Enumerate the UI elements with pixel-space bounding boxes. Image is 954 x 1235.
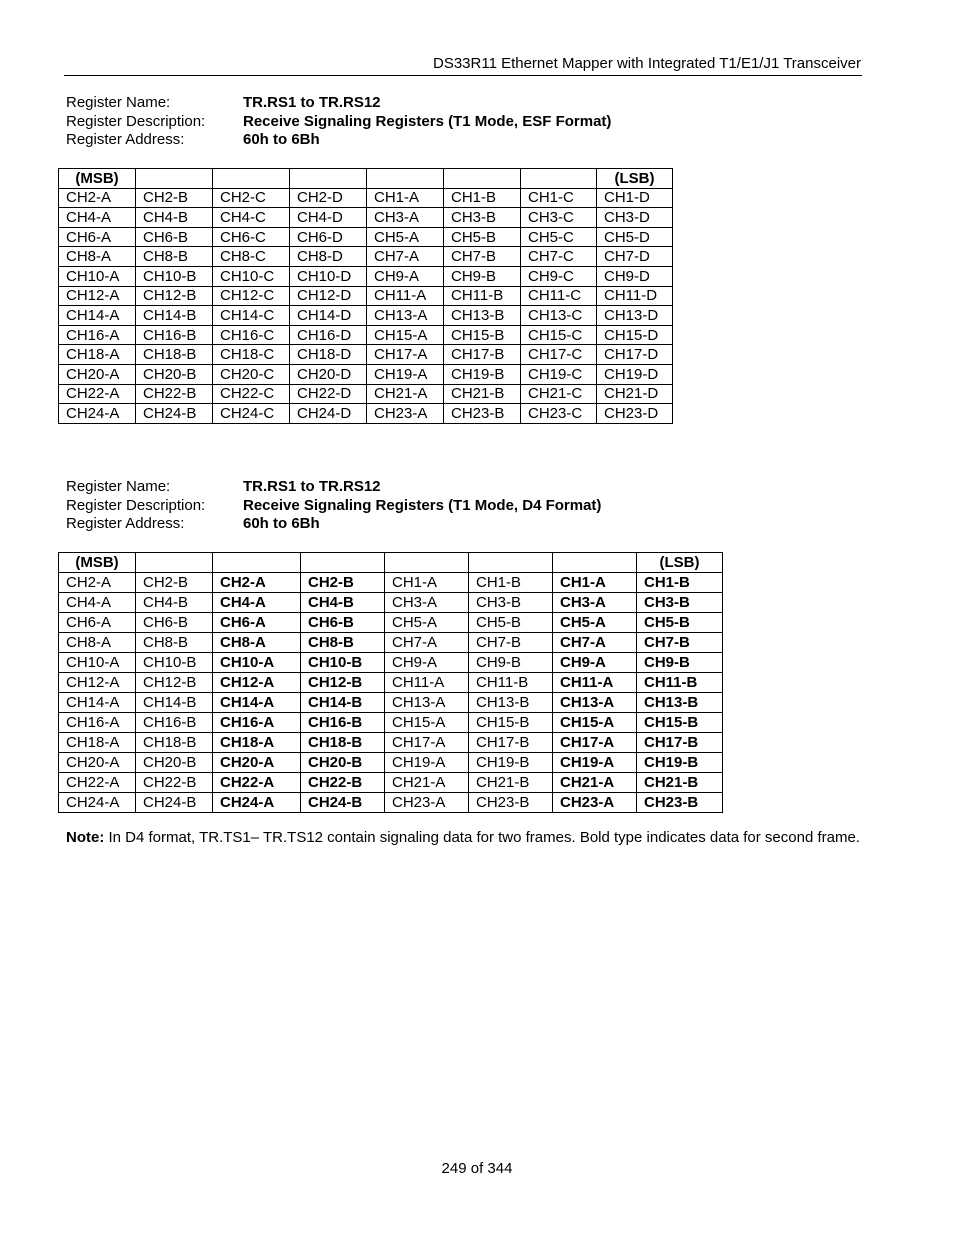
bit-cell: CH2-C (213, 188, 290, 208)
bit-cell: CH12-D (290, 286, 367, 306)
bit-cell: CH13-B (469, 693, 553, 713)
bit-cell: CH24-A (59, 793, 136, 813)
table-row (59, 633, 723, 653)
msb-label: (MSB) (59, 169, 136, 189)
d4-register-description-row (66, 497, 601, 516)
d4-register-address-row (66, 515, 601, 534)
bit-cell: CH5-B (637, 613, 723, 633)
bit-cell: CH17-C (521, 345, 597, 365)
table-row (59, 266, 673, 286)
bit-cell: CH8-B (136, 633, 213, 653)
bit-cell: CH19-A (553, 753, 637, 773)
register-description-label: Register Description: (66, 496, 206, 514)
header-cell (213, 169, 290, 189)
bit-cell: CH3-A (367, 208, 444, 228)
d4-register-name: TR.RS1 to TR.RS12 (243, 478, 381, 495)
bit-cell: CH12-B (301, 673, 385, 693)
bit-cell: CH17-A (553, 733, 637, 753)
header-cell (213, 553, 301, 573)
esf-header-row (59, 169, 673, 189)
register-name-label: Register Name: (66, 478, 171, 495)
bit-cell: CH4-B (136, 593, 213, 613)
bit-cell: CH16-A (59, 325, 136, 345)
bit-cell: CH15-B (637, 713, 723, 733)
bit-cell: CH5-B (444, 227, 521, 247)
bit-cell: CH23-B (637, 793, 723, 813)
bit-cell: CH18-B (301, 733, 385, 753)
bit-cell: CH24-C (213, 404, 290, 424)
esf-register-description-row (66, 113, 611, 132)
bit-cell: CH17-D (597, 345, 673, 365)
bit-cell: CH19-B (637, 753, 723, 773)
header-cell (136, 169, 213, 189)
bit-cell: CH9-A (385, 653, 469, 673)
header-cell (136, 553, 213, 573)
table-row (59, 188, 673, 208)
header-cell (469, 553, 553, 573)
bit-cell: CH4-A (59, 593, 136, 613)
register-address-label: Register Address: (66, 515, 185, 532)
bit-cell: CH21-B (444, 384, 521, 404)
bit-cell: CH4-C (213, 208, 290, 228)
bit-cell: CH21-A (367, 384, 444, 404)
esf-register-description: Receive Signaling Registers (T1 Mode, ESF Format) (243, 112, 612, 130)
bit-cell: CH13-A (385, 693, 469, 713)
bit-cell: CH18-D (290, 345, 367, 365)
bit-cell: CH9-A (367, 266, 444, 286)
bit-cell: CH10-B (136, 653, 213, 673)
bit-cell: CH23-B (469, 793, 553, 813)
bit-cell: CH11-A (367, 286, 444, 306)
bit-cell: CH1-A (385, 573, 469, 593)
register-name-label: Register Name: (66, 94, 171, 111)
table-row (59, 364, 673, 384)
bit-cell: CH18-C (213, 345, 290, 365)
bit-cell: CH5-A (367, 227, 444, 247)
bit-cell: CH14-D (290, 306, 367, 326)
bit-cell: CH17-B (637, 733, 723, 753)
table-row (59, 345, 673, 365)
bit-cell: CH6-A (59, 613, 136, 633)
bit-cell: CH15-C (521, 325, 597, 345)
bit-cell: CH17-B (444, 345, 521, 365)
bit-cell: CH10-A (59, 266, 136, 286)
bit-cell: CH1-C (521, 188, 597, 208)
bit-cell: CH13-A (367, 306, 444, 326)
bit-cell: CH24-A (213, 793, 301, 813)
table-row (59, 593, 723, 613)
esf-register-table (58, 168, 673, 424)
table-row (59, 227, 673, 247)
table-row (59, 208, 673, 228)
bit-cell: CH22-C (213, 384, 290, 404)
d4-header-row (59, 553, 723, 573)
bit-cell: CH6-A (213, 613, 301, 633)
bit-cell: CH22-B (136, 384, 213, 404)
bit-cell: CH12-B (136, 286, 213, 306)
bit-cell: CH13-C (521, 306, 597, 326)
register-description-label: Register Description: (66, 112, 206, 130)
bit-cell: CH5-A (385, 613, 469, 633)
bit-cell: CH12-A (59, 673, 136, 693)
bit-cell: CH14-A (59, 306, 136, 326)
bit-cell: CH7-D (597, 247, 673, 267)
table-row (59, 693, 723, 713)
table-row (59, 286, 673, 306)
bit-cell: CH10-B (136, 266, 213, 286)
table-row (59, 753, 723, 773)
bit-cell: CH1-B (637, 573, 723, 593)
bit-cell: CH16-B (301, 713, 385, 733)
bit-cell: CH22-A (59, 773, 136, 793)
register-address-label: Register Address: (66, 131, 185, 148)
table-row (59, 247, 673, 267)
bit-cell: CH11-A (385, 673, 469, 693)
bit-cell: CH3-A (553, 593, 637, 613)
d4-register-table (58, 552, 723, 813)
bit-cell: CH8-C (213, 247, 290, 267)
bit-cell: CH11-B (637, 673, 723, 693)
bit-cell: CH4-A (59, 208, 136, 228)
bit-cell: CH23-A (385, 793, 469, 813)
bit-cell: CH21-B (637, 773, 723, 793)
page-number: 249 of 344 (441, 1160, 513, 1177)
table-row (59, 573, 723, 593)
bit-cell: CH19-C (521, 364, 597, 384)
header-cell (521, 169, 597, 189)
bit-cell: CH1-A (553, 573, 637, 593)
bit-cell: CH2-B (301, 573, 385, 593)
bit-cell: CH4-D (290, 208, 367, 228)
bit-cell: CH21-A (553, 773, 637, 793)
table-row (59, 773, 723, 793)
bit-cell: CH5-A (553, 613, 637, 633)
bit-cell: CH22-A (59, 384, 136, 404)
header-divider (64, 75, 862, 76)
bit-cell: CH16-D (290, 325, 367, 345)
bit-cell: CH7-A (367, 247, 444, 267)
bit-cell: CH10-B (301, 653, 385, 673)
table-row (59, 325, 673, 345)
bit-cell: CH19-B (469, 753, 553, 773)
bit-cell: CH24-D (290, 404, 367, 424)
bit-cell: CH13-B (444, 306, 521, 326)
table-row (59, 713, 723, 733)
bit-cell: CH10-A (59, 653, 136, 673)
bit-cell: CH5-B (469, 613, 553, 633)
bit-cell: CH5-D (597, 227, 673, 247)
d4-register-info (66, 478, 601, 534)
bit-cell: CH8-D (290, 247, 367, 267)
msb-label: (MSB) (59, 553, 136, 573)
bit-cell: CH23-D (597, 404, 673, 424)
bit-cell: CH16-A (59, 713, 136, 733)
bit-cell: CH3-B (637, 593, 723, 613)
bit-cell: CH6-A (59, 227, 136, 247)
bit-cell: CH11-D (597, 286, 673, 306)
bit-cell: CH17-A (367, 345, 444, 365)
note-label: Note: (66, 829, 105, 846)
bit-cell: CH15-A (385, 713, 469, 733)
esf-register-name: TR.RS1 to TR.RS12 (243, 94, 381, 111)
bit-cell: CH3-D (597, 208, 673, 228)
bit-cell: CH3-B (444, 208, 521, 228)
table-row (59, 653, 723, 673)
header-cell (553, 553, 637, 573)
bit-cell: CH19-A (385, 753, 469, 773)
bit-cell: CH8-A (59, 247, 136, 267)
bit-cell: CH22-B (136, 773, 213, 793)
bit-cell: CH13-A (553, 693, 637, 713)
bit-cell: CH10-A (213, 653, 301, 673)
bit-cell: CH14-C (213, 306, 290, 326)
bit-cell: CH23-C (521, 404, 597, 424)
bit-cell: CH20-B (301, 753, 385, 773)
bit-cell: CH20-B (136, 364, 213, 384)
bit-cell: CH9-C (521, 266, 597, 286)
bit-cell: CH22-A (213, 773, 301, 793)
bit-cell: CH20-C (213, 364, 290, 384)
bit-cell: CH21-A (385, 773, 469, 793)
table-row (59, 673, 723, 693)
header-cell (385, 553, 469, 573)
d4-register-name-row (66, 478, 601, 497)
header-cell (367, 169, 444, 189)
bit-cell: CH24-B (136, 404, 213, 424)
bit-cell: CH15-D (597, 325, 673, 345)
bit-cell: CH9-B (637, 653, 723, 673)
bit-cell: CH6-C (213, 227, 290, 247)
bit-cell: CH14-B (301, 693, 385, 713)
bit-cell: CH16-B (136, 713, 213, 733)
bit-cell: CH6-B (301, 613, 385, 633)
bit-cell: CH23-B (444, 404, 521, 424)
bit-cell: CH10-C (213, 266, 290, 286)
bit-cell: CH7-C (521, 247, 597, 267)
bit-cell: CH20-B (136, 753, 213, 773)
table-row (59, 306, 673, 326)
bit-cell: CH19-A (367, 364, 444, 384)
bit-cell: CH14-B (136, 693, 213, 713)
bit-cell: CH12-A (59, 286, 136, 306)
bit-cell: CH7-A (553, 633, 637, 653)
bit-cell: CH9-B (444, 266, 521, 286)
bit-cell: CH2-B (136, 573, 213, 593)
bit-cell: CH20-D (290, 364, 367, 384)
bit-cell: CH4-B (301, 593, 385, 613)
header-cell (301, 553, 385, 573)
bit-cell: CH2-B (136, 188, 213, 208)
bit-cell: CH3-A (385, 593, 469, 613)
bit-cell: CH24-A (59, 404, 136, 424)
bit-cell: CH2-A (59, 188, 136, 208)
table-row (59, 793, 723, 813)
bit-cell: CH12-C (213, 286, 290, 306)
bit-cell: CH4-A (213, 593, 301, 613)
bit-cell: CH11-C (521, 286, 597, 306)
lsb-label: (LSB) (597, 169, 673, 189)
bit-cell: CH6-D (290, 227, 367, 247)
bit-cell: CH16-C (213, 325, 290, 345)
bit-cell: CH11-B (444, 286, 521, 306)
bit-cell: CH20-A (59, 364, 136, 384)
bit-cell: CH15-B (444, 325, 521, 345)
bit-cell: CH21-D (597, 384, 673, 404)
document-header-title: DS33R11 Ethernet Mapper with Integrated T1/E1/J1 Transceiver (432, 55, 861, 72)
esf-register-address-row (66, 131, 611, 150)
d4-register-address: 60h to 6Bh (243, 515, 320, 532)
bit-cell: CH8-B (136, 247, 213, 267)
bit-cell: CH9-D (597, 266, 673, 286)
bit-cell: CH12-A (213, 673, 301, 693)
bit-cell: CH4-B (136, 208, 213, 228)
bit-cell: CH7-B (444, 247, 521, 267)
header-cell (290, 169, 367, 189)
bit-cell: CH24-B (301, 793, 385, 813)
bit-cell: CH8-A (59, 633, 136, 653)
bit-cell: CH1-B (444, 188, 521, 208)
note-paragraph (66, 829, 866, 847)
lsb-label: (LSB) (637, 553, 723, 573)
bit-cell: CH8-B (301, 633, 385, 653)
bit-cell: CH19-B (444, 364, 521, 384)
bit-cell: CH3-C (521, 208, 597, 228)
bit-cell: CH14-A (59, 693, 136, 713)
d4-register-description: Receive Signaling Registers (T1 Mode, D4 Format) (243, 496, 602, 514)
bit-cell: CH14-A (213, 693, 301, 713)
table-row (59, 384, 673, 404)
bit-cell: CH3-B (469, 593, 553, 613)
bit-cell: CH11-B (469, 673, 553, 693)
bit-cell: CH1-D (597, 188, 673, 208)
bit-cell: CH18-B (136, 733, 213, 753)
bit-cell: CH20-A (213, 753, 301, 773)
bit-cell: CH13-B (637, 693, 723, 713)
bit-cell: CH2-A (59, 573, 136, 593)
bit-cell: CH19-D (597, 364, 673, 384)
bit-cell: CH22-B (301, 773, 385, 793)
bit-cell: CH11-A (553, 673, 637, 693)
bit-cell: CH12-B (136, 673, 213, 693)
bit-cell: CH6-B (136, 227, 213, 247)
bit-cell: CH18-A (59, 733, 136, 753)
bit-cell: CH5-C (521, 227, 597, 247)
bit-cell: CH23-A (553, 793, 637, 813)
bit-cell: CH16-B (136, 325, 213, 345)
bit-cell: CH15-A (367, 325, 444, 345)
bit-cell: CH17-B (469, 733, 553, 753)
bit-cell: CH21-C (521, 384, 597, 404)
bit-cell: CH16-A (213, 713, 301, 733)
bit-cell: CH18-B (136, 345, 213, 365)
table-row (59, 613, 723, 633)
bit-cell: CH9-A (553, 653, 637, 673)
table-row (59, 404, 673, 424)
bit-cell: CH20-A (59, 753, 136, 773)
bit-cell: CH1-B (469, 573, 553, 593)
bit-cell: CH8-A (213, 633, 301, 653)
bit-cell: CH17-A (385, 733, 469, 753)
bit-cell: CH15-B (469, 713, 553, 733)
bit-cell: CH6-B (136, 613, 213, 633)
bit-cell: CH14-B (136, 306, 213, 326)
bit-cell: CH24-B (136, 793, 213, 813)
bit-cell: CH2-D (290, 188, 367, 208)
bit-cell: CH9-B (469, 653, 553, 673)
note-text: In D4 format, TR.TS1– TR.TS12 contain signaling data for two frames. Bold type indicates data for second frame. (104, 829, 860, 846)
esf-register-address: 60h to 6Bh (243, 131, 320, 148)
bit-cell: CH23-A (367, 404, 444, 424)
bit-cell: CH2-A (213, 573, 301, 593)
bit-cell: CH22-D (290, 384, 367, 404)
bit-cell: CH7-A (385, 633, 469, 653)
bit-cell: CH18-A (213, 733, 301, 753)
esf-register-info (66, 94, 611, 150)
bit-cell: CH13-D (597, 306, 673, 326)
bit-cell: CH10-D (290, 266, 367, 286)
bit-cell: CH18-A (59, 345, 136, 365)
bit-cell: CH1-A (367, 188, 444, 208)
esf-register-name-row (66, 94, 611, 113)
table-row (59, 733, 723, 753)
header-cell (444, 169, 521, 189)
bit-cell: CH7-B (637, 633, 723, 653)
bit-cell: CH21-B (469, 773, 553, 793)
bit-cell: CH15-A (553, 713, 637, 733)
bit-cell: CH7-B (469, 633, 553, 653)
